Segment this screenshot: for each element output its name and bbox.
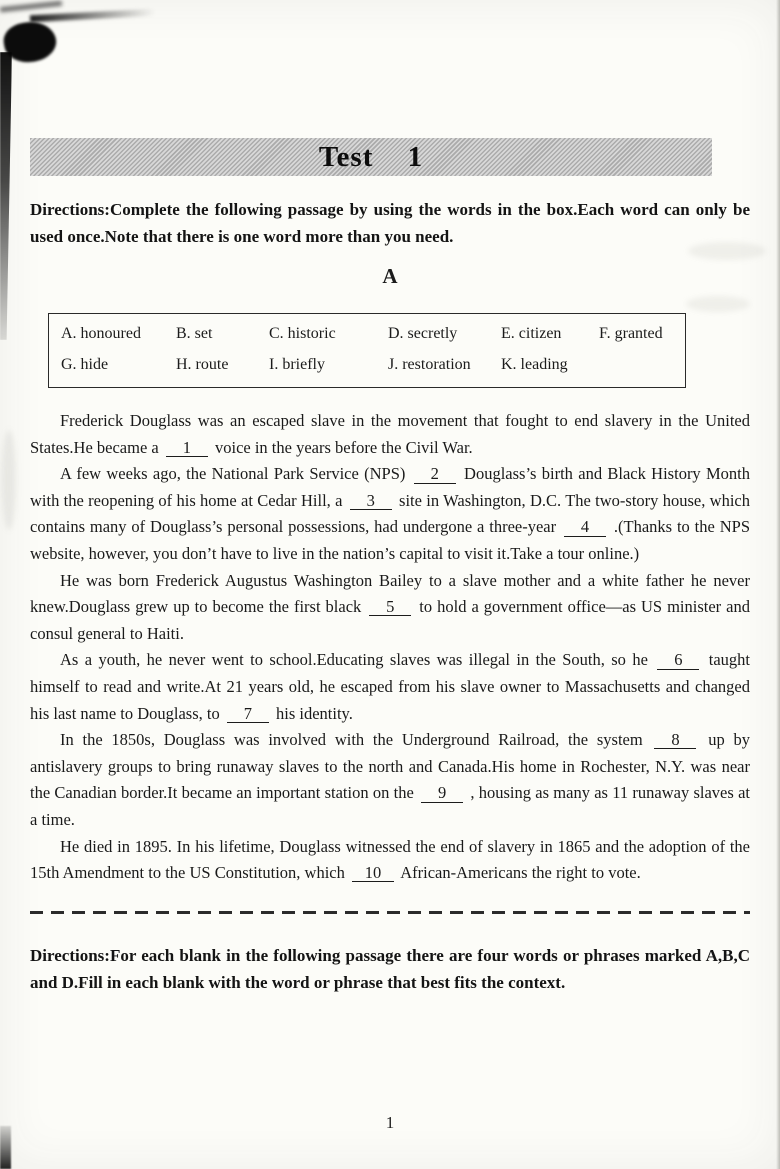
show-through-smudge	[2, 430, 16, 530]
directions-1: Directions:Complete the following passage by using the words in the box.Each word can only be used once.Note that there is one word more than you need.	[30, 200, 750, 246]
blank-7: 7	[227, 705, 269, 723]
paragraph: Frederick Douglass was an escaped slave in the movement that fought to end slavery in the United States.He became a 1 voice in the years before the Civil War.	[30, 411, 750, 457]
scan-artifact-left-band	[0, 52, 12, 340]
page-title: Test 1	[318, 140, 424, 173]
test-title-banner	[30, 138, 712, 176]
word-option-j: J. restoration	[388, 356, 471, 373]
blank-1: 1	[166, 439, 208, 457]
word-option-i: I. briefly	[269, 356, 325, 373]
blank-6: 6	[657, 651, 699, 669]
page-content	[30, 0, 750, 996]
word-option-a: A. honoured	[61, 325, 141, 342]
blank-9: 9	[421, 784, 463, 802]
blank-10: 10	[352, 864, 394, 882]
word-option-b: B. set	[176, 325, 213, 342]
word-option-k: K. leading	[501, 356, 568, 373]
word-option-d: D. secretly	[388, 325, 458, 342]
paragraph: He died in 1895. In his lifetime, Douglass witnessed the end of slavery in 1865 and the adoption of the 15th Amendment to the US Constitution, which 10 African-Americans the right to vote.	[30, 836, 750, 883]
word-option-h: H. route	[176, 356, 229, 373]
word-option-g: G. hide	[61, 356, 109, 373]
paragraph: He was born Frederick Augustus Washington Bailey to a slave mother and a white father he never knew.Douglass grew up to become the first black 5 to hold a government office—as US minister and consul general to Haiti.	[30, 570, 750, 643]
paragraph: As a youth, he never went to school.Educating slaves was illegal in the South, so he 6 taught himself to read and write.At 21 years old, he escaped from his slave owner to Massachusetts and changed his last name to Douglass, to 7 his identity.	[30, 650, 750, 723]
blank-5: 5	[369, 598, 411, 616]
word-option-e: E. citizen	[501, 325, 562, 342]
blank-3: 3	[350, 492, 392, 510]
paragraph: A few weeks ago, the National Park Service (NPS) 2 Douglass’s birth and Black History Month with the reopening of his home at Cedar Hill, a 3 site in Washington, D.C. The two-story house, which contains many of Douglass’s personal possessions, had undergone a three-year 4 .(Thanks to the NPS website, however, you don’t have to live in the nation’s capital to visit it.Take a tour online.)	[30, 464, 751, 563]
blank-4: 4	[564, 518, 606, 536]
blank-8: 8	[654, 731, 696, 749]
passage	[30, 408, 750, 887]
word-option-c: C. historic	[269, 325, 336, 342]
section-a-heading: A	[382, 264, 398, 288]
directions-2: Directions:For each blank in the following passage there are four words or phrases marked A,B,C and D.Fill in each blank with the word or phrase that best fits the context.	[30, 945, 750, 992]
blank-2: 2	[414, 465, 456, 483]
word-bank-box	[48, 313, 686, 388]
page-number: 1	[385, 1113, 395, 1132]
word-option-f: F. granted	[599, 325, 663, 342]
paragraph: In the 1850s, Douglass was involved with the Underground Railroad, the system 8 up by antislavery groups to bring runaway slaves to the north and Canada.His home in Rochester, N.Y. was near the Canadian border.It became an important station on the 9 , housing as many as 11 runaway slaves at a time.	[30, 730, 751, 829]
scan-artifact-right-edge	[776, 0, 780, 1169]
dashed-separator	[30, 911, 750, 914]
